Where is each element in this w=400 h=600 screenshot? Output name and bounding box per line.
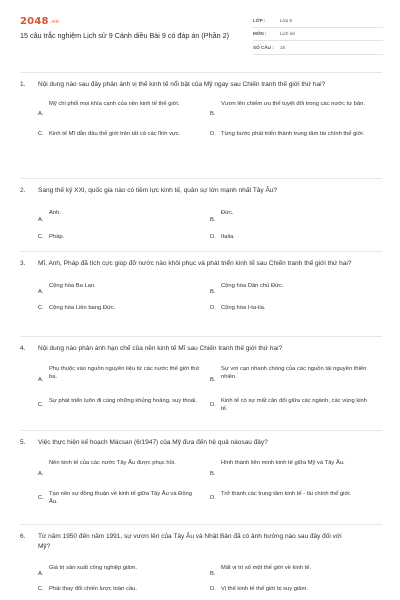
- option-a[interactable]: [38, 100, 210, 130]
- question-5: [20, 438, 382, 507]
- option-letter: C.: [38, 494, 44, 501]
- option-text: Phụ thuộc vào nguồn nguyên liệu từ các nước thế giới thứ ba.: [49, 365, 200, 380]
- meta-row-subject: [253, 28, 383, 42]
- option-letter: D.: [210, 586, 216, 592]
- options-list: [38, 282, 382, 313]
- option-b[interactable]: [210, 282, 382, 304]
- options-list: [38, 209, 382, 242]
- option-text: Vươn lên chiếm ưu thế tuyệt đối trong các nước tư bản.: [221, 100, 365, 107]
- site-logo[interactable]: [20, 16, 59, 27]
- option-letter: D.: [210, 401, 216, 408]
- options-list: [38, 459, 382, 507]
- meta-value: Lớp 9: [280, 17, 292, 23]
- option-text: Hình thành liên minh kinh tế giữa Mỹ và Tây Âu.: [221, 459, 345, 466]
- option-letter: C.: [38, 130, 44, 137]
- option-text: Đức.: [221, 209, 234, 216]
- document-header: [20, 14, 382, 58]
- section-divider: [20, 524, 382, 525]
- option-letter: A.: [38, 289, 44, 296]
- option-letter: B.: [210, 217, 216, 224]
- option-text: Tạo nên sự đồng thuận về kinh tế giữa Tây Âu và Đông Âu.: [49, 490, 193, 505]
- option-letter: C.: [38, 233, 44, 240]
- question-6: [20, 532, 382, 594]
- logo-text: 2048: [20, 16, 49, 27]
- option-d[interactable]: [210, 490, 382, 507]
- question-text: Mĩ, Anh, Pháp đã tích cực giúp đỡ nước nào khôi phục và phát triển kinh tế sau Chiến tranh thế giới thứ hai?: [38, 260, 352, 267]
- options-list: [38, 365, 382, 414]
- option-b[interactable]: [210, 365, 382, 397]
- option-letter: A.: [38, 111, 44, 118]
- option-text: Trở thành các trung tâm kinh tế - tài chính thế giới.: [221, 490, 352, 497]
- option-letter: C.: [38, 401, 44, 408]
- option-d[interactable]: [210, 397, 382, 414]
- option-c[interactable]: [38, 304, 210, 313]
- options-list: [38, 564, 382, 594]
- option-b[interactable]: [210, 459, 382, 490]
- option-letter: B.: [210, 377, 216, 384]
- meta-label: MÔN :: [253, 31, 267, 37]
- option-letter: B.: [210, 289, 216, 296]
- option-letter: A.: [38, 470, 44, 477]
- question-number: 2.: [20, 187, 26, 194]
- option-text: Cộng hòa Liên bang Đức.: [49, 304, 116, 311]
- section-divider: [20, 251, 382, 252]
- option-letter: A.: [38, 217, 44, 224]
- question-number: 5.: [20, 439, 26, 446]
- option-text: Sự phát triển luôn đi cùng những khủng hoảng, suy thoái.: [49, 397, 197, 404]
- option-c[interactable]: [38, 490, 210, 507]
- option-text: Pháp.: [49, 233, 65, 240]
- section-divider: [20, 430, 382, 431]
- option-d[interactable]: [210, 585, 382, 594]
- question-text: Việc thực hiện kế hoạch Mácsan (6/1947) của Mỹ đưa đến hệ quả nàosau đây?: [38, 439, 268, 446]
- question-number: 1.: [20, 81, 26, 88]
- section-divider: [20, 178, 382, 179]
- option-c[interactable]: [38, 585, 210, 594]
- options-list: [38, 100, 382, 139]
- question-text: Nội dung nào phản ánh hạn chế của nền kinh tế Mĩ sau Chiến tranh thế giới thứ hai?: [38, 345, 283, 352]
- option-text: Mỹ chi phối mọi khía cạnh của nền kinh tế thế giới.: [49, 100, 180, 107]
- meta-info-box: [253, 14, 383, 55]
- option-text: Sự vơi cạn nhanh chóng của các nguồn tài nguyên thiên nhiên.: [221, 365, 367, 380]
- meta-label: LỚP :: [253, 17, 266, 23]
- option-c[interactable]: [38, 397, 210, 414]
- option-text: Mất vị trí số một thế giới về kinh tế.: [221, 565, 312, 571]
- option-b[interactable]: [210, 209, 382, 233]
- option-text: Nền kinh tế của các nước Tây Âu được phục hồi.: [49, 459, 176, 466]
- section-divider: [20, 336, 382, 337]
- option-d[interactable]: [210, 233, 382, 242]
- question-text: Nội dung nào sau đây phản ánh vị thế kinh tế nổi bật của Mỹ ngay sau Chiến tranh thế giới thứ hai?: [38, 81, 326, 88]
- option-text: Cộng hòa I-ta-lia.: [221, 304, 266, 311]
- option-letter: B.: [210, 571, 216, 578]
- question-3: [20, 259, 382, 312]
- meta-label: SỐ CÂU :: [253, 44, 274, 50]
- option-text: Italia.: [221, 233, 235, 240]
- question-2: [20, 186, 382, 241]
- option-text: Vị thế kinh tế thế giới bị suy giảm.: [221, 586, 308, 592]
- question-number: 3.: [20, 260, 26, 267]
- option-text: Cộng hòa Ba Lan.: [49, 282, 96, 289]
- option-text: Từng bước phát triển thành trung tâm tài chính thế giới.: [221, 130, 365, 137]
- option-letter: D.: [210, 233, 216, 240]
- option-a[interactable]: [38, 564, 210, 585]
- option-letter: D.: [210, 304, 216, 311]
- section-divider: [20, 72, 382, 73]
- option-text: Giá trị sản xuất công nghiệp giảm.: [49, 565, 137, 571]
- meta-value: 15: [280, 44, 286, 50]
- option-a[interactable]: [38, 365, 210, 397]
- option-letter: D.: [210, 494, 216, 501]
- option-text: Cộng hòa Dân chủ Đức.: [221, 282, 284, 289]
- question-text: Sang thế kỷ XXI, quốc gia nào có tiềm lực kinh tế, quân sự lớn mạnh nhất Tây Âu?: [38, 187, 278, 194]
- meta-row-count: [253, 41, 383, 55]
- option-letter: B.: [210, 470, 216, 477]
- option-b[interactable]: [210, 100, 382, 130]
- option-letter: A.: [38, 571, 44, 578]
- option-d[interactable]: [210, 304, 382, 313]
- option-c[interactable]: [38, 130, 210, 139]
- question-text: Từ năm 1950 đến năm 1991, sự vươn lên của Tây Âu và Nhật Bản đã có ảnh hưởng nào sau đây đối với Mỹ?: [38, 533, 342, 550]
- option-letter: B.: [210, 111, 216, 118]
- option-letter: A.: [38, 377, 44, 384]
- option-text: Anh.: [49, 209, 61, 216]
- option-letter: C.: [38, 304, 44, 311]
- option-d[interactable]: [210, 130, 382, 139]
- document-title: 15 câu trắc nghiệm Lịch sử 9 Cánh diều Bài 9 có đáp án (Phần 2): [20, 31, 229, 40]
- option-a[interactable]: [38, 209, 210, 233]
- question-number: 6.: [20, 533, 26, 540]
- option-text: Kinh tế Mĩ dẫn đầu thế giới trên tất cả các lĩnh vực.: [49, 130, 181, 137]
- meta-row-class: [253, 14, 383, 28]
- option-a[interactable]: [38, 459, 210, 490]
- question-4: [20, 344, 382, 414]
- question-number: 4.: [20, 345, 26, 352]
- option-a[interactable]: [38, 282, 210, 304]
- option-b[interactable]: [210, 564, 382, 585]
- meta-value: Lịch sử: [280, 31, 296, 37]
- option-letter: D.: [210, 130, 216, 137]
- option-c[interactable]: [38, 233, 210, 242]
- option-text: Kinh tế có sự mất cân đối giữa các ngành, các vùng kinh tế.: [221, 397, 368, 412]
- question-1: [20, 80, 382, 138]
- option-letter: C.: [38, 586, 44, 592]
- logo-suffix: .vn: [49, 19, 59, 25]
- option-text: Phải thay đổi chiến lược toàn cầu.: [49, 586, 137, 592]
